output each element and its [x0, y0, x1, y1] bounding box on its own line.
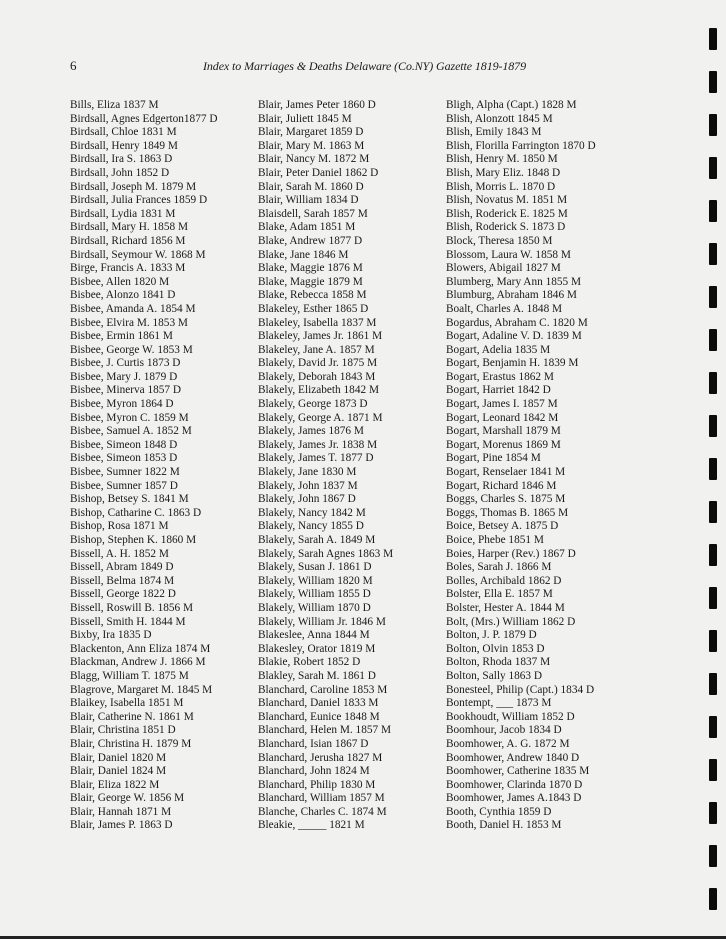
binding-hole — [709, 372, 717, 394]
page-header: Index to Marriages & Deaths Delaware (Co.NY) Gazette 1819-1879 — [203, 59, 526, 73]
index-entry: Bissell, Roswill B. 1856 M — [70, 601, 194, 614]
index-entry: Birdsall, Joseph M. 1879 M — [70, 180, 197, 193]
index-entry: Bolster, Hester A. 1844 M — [446, 601, 565, 614]
index-entry: Blakeley, Jane A. 1857 M — [258, 343, 375, 356]
index-entry: Blakely, James 1876 M — [258, 425, 364, 438]
index-entry: Bolton, Sally 1863 D — [446, 669, 543, 682]
index-entry: Blakeley, Esther 1865 D — [258, 302, 369, 315]
index-entry: Blair, Eliza 1822 M — [70, 778, 160, 791]
index-entry: Bogardus, Abraham C. 1820 M — [446, 316, 588, 329]
index-entry: Bonesteel, Philip (Capt.) 1834 D — [446, 683, 595, 696]
index-entry: Blanchard, Isian 1867 D — [258, 737, 369, 750]
index-entry: Boles, Sarah J. 1866 M — [446, 561, 552, 574]
index-entry: Blakely, George 1873 D — [258, 398, 368, 411]
index-entry: Bisbee, Myron 1864 D — [70, 398, 174, 411]
index-entry: Blaisdell, Sarah 1857 M — [258, 207, 368, 220]
index-entry: Bontempt, ___ 1873 M — [446, 697, 552, 710]
index-entry: Blowers, Abigail 1827 M — [446, 262, 561, 275]
index-entry: Blair, Christina 1851 D — [70, 724, 176, 737]
index-entry: Bisbee, George W. 1853 M — [70, 343, 193, 356]
index-entry: Blakely, Deborah 1843 M — [258, 370, 376, 383]
index-entry: Blair, Daniel 1820 M — [70, 751, 167, 764]
index-entry: Blakie, Robert 1852 D — [258, 656, 361, 669]
index-entry: Bishop, Stephen K. 1860 M — [70, 534, 197, 546]
index-entry: Bogart, Erastus 1862 M — [446, 370, 554, 383]
index-entry: Bixby, Ira 1835 D — [70, 629, 152, 642]
index-entry: Bogart, Harriet 1842 D — [446, 384, 551, 397]
index-entry: Bisbee, Sumner 1822 M — [70, 466, 180, 479]
index-entry: Birdsall, Julia Frances 1859 D — [70, 194, 208, 207]
index-entry: Blair, Juliett 1845 M — [258, 112, 352, 125]
binding-hole — [709, 759, 717, 781]
index-entry: Bolton, Olvin 1853 D — [446, 642, 545, 655]
index-entry: Blakely, George A. 1871 M — [258, 411, 383, 424]
index-entry: Bissell, George 1822 D — [70, 588, 176, 601]
index-entry: Bisbee, Myron C. 1859 M — [70, 411, 189, 424]
index-entry: Blake, Maggie 1879 M — [258, 275, 363, 288]
binding-hole — [709, 501, 717, 523]
index-entry: Blair, Mary M. 1863 M — [258, 139, 365, 152]
index-entry: Blish, Roderick E. 1825 M — [446, 207, 568, 220]
index-entry: Blair, William 1834 D — [258, 194, 359, 207]
index-entry: Blake, Jane 1846 M — [258, 248, 349, 261]
index-entry: Blagg, William T. 1875 M — [70, 669, 189, 682]
index-entry: Bisbee, Allen 1820 M — [70, 275, 170, 288]
index-entry: Blair, James Peter 1860 D — [258, 99, 376, 111]
index-entry: Boomhower, Clarinda 1870 D — [446, 778, 583, 791]
index-entry: Blish, Mary Eliz. 1848 D — [446, 166, 561, 179]
index-entry: Bisbee, Minerva 1857 D — [70, 384, 182, 397]
index-entry: Boggs, Charles S. 1875 M — [446, 493, 566, 506]
index-entry: Blakeley, Isabella 1837 M — [258, 316, 377, 329]
index-entry: Bisbee, Elvira M. 1853 M — [70, 316, 188, 329]
binding-hole — [709, 157, 717, 179]
index-entry: Blair, Peter Daniel 1862 D — [258, 166, 379, 179]
index-entry: Bogart, Adelia 1835 M — [446, 343, 551, 356]
index-entry: Bogart, Benjamin H. 1839 M — [446, 357, 579, 370]
index-entry: Birdsall, John 1852 D — [70, 166, 170, 179]
index-entry: Booth, Daniel H. 1853 M — [446, 819, 562, 832]
index-entry: Blakely, William 1855 D — [258, 588, 371, 601]
index-entry: Blair, George W. 1856 M — [70, 792, 185, 805]
index-entry: Blair, James P. 1863 D — [70, 819, 173, 832]
index-entry: Bisbee, Sumner 1857 D — [70, 479, 178, 492]
index-entry: Bookhoudt, William 1852 D — [446, 710, 575, 723]
index-entry: Blanche, Charles C. 1874 M — [258, 805, 387, 818]
binding-hole — [709, 200, 717, 222]
index-entry: Bolt, (Mrs.) William 1862 D — [446, 615, 576, 628]
index-entry: Bisbee, Mary J. 1879 D — [70, 370, 178, 383]
index-entry: Birdsall, Agnes Edgerton1877 D — [70, 112, 218, 125]
index-entry: Blakeslee, Anna 1844 M — [258, 629, 370, 642]
index-column-1 — [70, 99, 217, 833]
index-entry: Bogart, Pine 1854 M — [446, 452, 541, 465]
index-entry: Blair, Nancy M. 1872 M — [258, 153, 370, 166]
index-entry: Boomhour, Jacob 1834 D — [446, 724, 562, 737]
index-entry: Boalt, Charles A. 1848 M — [446, 302, 563, 315]
index-entry: Blakely, John 1837 M — [258, 479, 358, 492]
binding-hole — [709, 888, 717, 910]
index-entry: Blakely, David Jr. 1875 M — [258, 357, 378, 370]
index-entry: Blakely, Sarah Agnes 1863 M — [258, 547, 394, 560]
index-entry: Bleakie, _____ 1821 M — [258, 819, 365, 832]
index-entry: Bolster, Ella E. 1857 M — [446, 588, 553, 601]
index-entry: Blackenton, Ann Eliza 1874 M — [70, 642, 211, 655]
index-entry: Bills, Eliza 1837 M — [70, 99, 159, 111]
index-entry: Blakely, Elizabeth 1842 M — [258, 384, 379, 397]
index-entry: Blakely, Nancy 1855 D — [258, 520, 364, 533]
index-entry: Bisbee, J. Curtis 1873 D — [70, 357, 181, 370]
index-entry: Bogart, Leonard 1842 M — [446, 411, 559, 424]
index-entry: Blaikey, Isabella 1851 M — [70, 697, 184, 710]
binding-hole — [709, 587, 717, 609]
index-entry: Blake, Maggie 1876 M — [258, 262, 363, 275]
index-entry: Bishop, Catharine C. 1863 D — [70, 506, 202, 519]
index-entry: Blagrove, Margaret M. 1845 M — [70, 683, 213, 696]
index-entry: Block, Theresa 1850 M — [446, 234, 553, 247]
index-entry: Blakely, William 1870 D — [258, 601, 371, 614]
index-entry: Boomhower, Catherine 1835 M — [446, 765, 590, 778]
binding-hole — [709, 673, 717, 695]
index-entry: Bogart, Richard 1846 M — [446, 479, 557, 492]
index-entry: Blish, Roderick S. 1873 D — [446, 221, 566, 234]
index-column-3 — [446, 99, 596, 833]
index-entry: Boomhower, Andrew 1840 D — [446, 751, 580, 764]
index-entry: Blish, Alonzott 1845 M — [446, 112, 553, 125]
index-entry: Blanchard, William 1857 M — [258, 792, 385, 805]
index-entry: Blair, Hannah 1871 M — [70, 805, 172, 818]
index-entry: Blakely, William 1820 M — [258, 574, 373, 587]
binding-hole — [709, 114, 717, 136]
index-entry: Blish, Florilla Farrington 1870 D — [446, 139, 596, 152]
index-entry: Boomhower, James A.1843 D — [446, 792, 582, 805]
index-entry: Bisbee, Amanda A. 1854 M — [70, 302, 196, 315]
index-entry: Blair, Margaret 1859 D — [258, 126, 364, 139]
index-entry: Blakely, James T. 1877 D — [258, 452, 374, 465]
index-entry: Blanchard, Helen M. 1857 M — [258, 724, 392, 737]
index-entry: Blish, Henry M. 1850 M — [446, 153, 558, 166]
index-entry: Bolles, Archibald 1862 D — [446, 574, 562, 587]
index-entry: Birge, Francis A. 1833 M — [70, 262, 186, 275]
index-entry: Birdsall, Richard 1856 M — [70, 234, 186, 247]
index-entry: Blanchard, Daniel 1833 M — [258, 697, 379, 710]
index-entry: Bogart, Marshall 1879 M — [446, 425, 561, 438]
index-entry: Bissell, Smith H. 1844 M — [70, 615, 186, 628]
index-entry: Blanchard, Jerusha 1827 M — [258, 751, 383, 764]
index-entry: Blossom, Laura W. 1858 M — [446, 248, 571, 261]
index-entry: Blakesley, Orator 1819 M — [258, 642, 376, 655]
index-column-2 — [258, 99, 393, 833]
binding-hole — [709, 458, 717, 480]
index-entry: Bisbee, Simeon 1848 D — [70, 438, 178, 451]
index-entry: Bogart, Renselaer 1841 M — [446, 466, 566, 479]
index-entry: Bolton, Rhoda 1837 M — [446, 656, 551, 669]
binding-holes — [706, 0, 726, 939]
binding-hole — [709, 71, 717, 93]
index-entry: Blanchard, Philip 1830 M — [258, 778, 376, 791]
index-entry: Boies, Harper (Rev.) 1867 D — [446, 547, 576, 560]
index-entry: Bligh, Alpha (Capt.) 1828 M — [446, 99, 577, 111]
index-entry: Bishop, Rosa 1871 M — [70, 520, 169, 533]
index-entry: Bogart, Morenus 1869 M — [446, 438, 561, 451]
index-entry: Bissell, Abram 1849 D — [70, 561, 174, 574]
binding-hole — [709, 630, 717, 652]
index-entry: Bishop, Betsey S. 1841 M — [70, 493, 189, 506]
index-entry: Blakely, Sarah A. 1849 M — [258, 534, 376, 546]
index-entry: Blackman, Andrew J. 1866 M — [70, 656, 206, 669]
index-entry: Blanchard, John 1824 M — [258, 765, 370, 778]
index-entry: Bolton, J. P. 1879 D — [446, 629, 537, 642]
binding-hole — [709, 329, 717, 351]
index-entry: Bisbee, Ermin 1861 M — [70, 330, 173, 343]
binding-hole — [709, 28, 717, 50]
binding-hole — [709, 716, 717, 738]
index-entry: Blakely, John 1867 D — [258, 493, 356, 506]
index-entry: Birdsall, Henry 1849 M — [70, 139, 178, 152]
index-entry: Bisbee, Alonzo 1841 D — [70, 289, 176, 302]
binding-hole — [709, 286, 717, 308]
index-entry: Blanchard, Eunice 1848 M — [258, 710, 380, 723]
index-entry: Blish, Emily 1843 M — [446, 126, 542, 139]
binding-hole — [709, 415, 717, 437]
index-entry: Blair, Christina H. 1879 M — [70, 737, 192, 750]
index-entry: Birdsall, Ira S. 1863 D — [70, 153, 173, 166]
binding-hole — [709, 544, 717, 566]
index-entry: Boice, Phebe 1851 M — [446, 534, 544, 546]
index-entry: Boomhower, A. G. 1872 M — [446, 737, 570, 750]
index-entry: Blake, Rebecca 1858 M — [258, 289, 367, 302]
index-entry: Blair, Daniel 1824 M — [70, 765, 167, 778]
index-entry: Blish, Novatus M. 1851 M — [446, 194, 568, 207]
index-entry: Boice, Betsey A. 1875 D — [446, 520, 559, 533]
index-entry: Bissell, Belma 1874 M — [70, 574, 175, 587]
index-entry: Blish, Morris L. 1870 D — [446, 180, 556, 193]
index-entry: Blanchard, Caroline 1853 M — [258, 683, 388, 696]
index-entry: Blakley, Sarah M. 1861 D — [258, 669, 376, 682]
index-entry: Birdsall, Chloe 1831 M — [70, 126, 177, 139]
index-entry: Blair, Sarah M. 1860 D — [258, 180, 364, 193]
index-entry: Blair, Catherine N. 1861 M — [70, 710, 194, 723]
index-entry: Blakely, William Jr. 1846 M — [258, 615, 386, 628]
binding-hole — [709, 243, 717, 265]
index-entry: Boggs, Thomas B. 1865 M — [446, 506, 569, 519]
index-entry: Blake, Andrew 1877 D — [258, 234, 363, 247]
index-entry: Birdsall, Lydia 1831 M — [70, 207, 176, 220]
binding-hole — [709, 845, 717, 867]
index-entry: Birdsall, Mary H. 1858 M — [70, 221, 188, 234]
index-entry: Blakely, James Jr. 1838 M — [258, 438, 378, 451]
index-entry: Blumburg, Abraham 1846 M — [446, 289, 577, 302]
index-entry: Bissell, A. H. 1852 M — [70, 547, 169, 560]
index-entry: Blakely, Jane 1830 M — [258, 466, 357, 479]
index-entry: Blake, Adam 1851 M — [258, 221, 356, 234]
index-entry: Blakeley, James Jr. 1861 M — [258, 330, 383, 343]
index-entry: Booth, Cynthia 1859 D — [446, 805, 552, 818]
index-entry: Bogart, James I. 1857 M — [446, 398, 558, 411]
index-entry: Blakely, Susan J. 1861 D — [258, 561, 372, 574]
index-entry: Bisbee, Samuel A. 1852 M — [70, 425, 192, 438]
binding-hole — [709, 802, 717, 824]
page-number: 6 — [70, 58, 77, 73]
index-entry: Blumberg, Mary Ann 1855 M — [446, 275, 582, 288]
index-entry: Bogart, Adaline V. D. 1839 M — [446, 330, 582, 343]
index-entry: Blakely, Nancy 1842 M — [258, 506, 366, 519]
index-entry: Birdsall, Seymour W. 1868 M — [70, 248, 206, 261]
index-entry: Bisbee, Simeon 1853 D — [70, 452, 178, 465]
